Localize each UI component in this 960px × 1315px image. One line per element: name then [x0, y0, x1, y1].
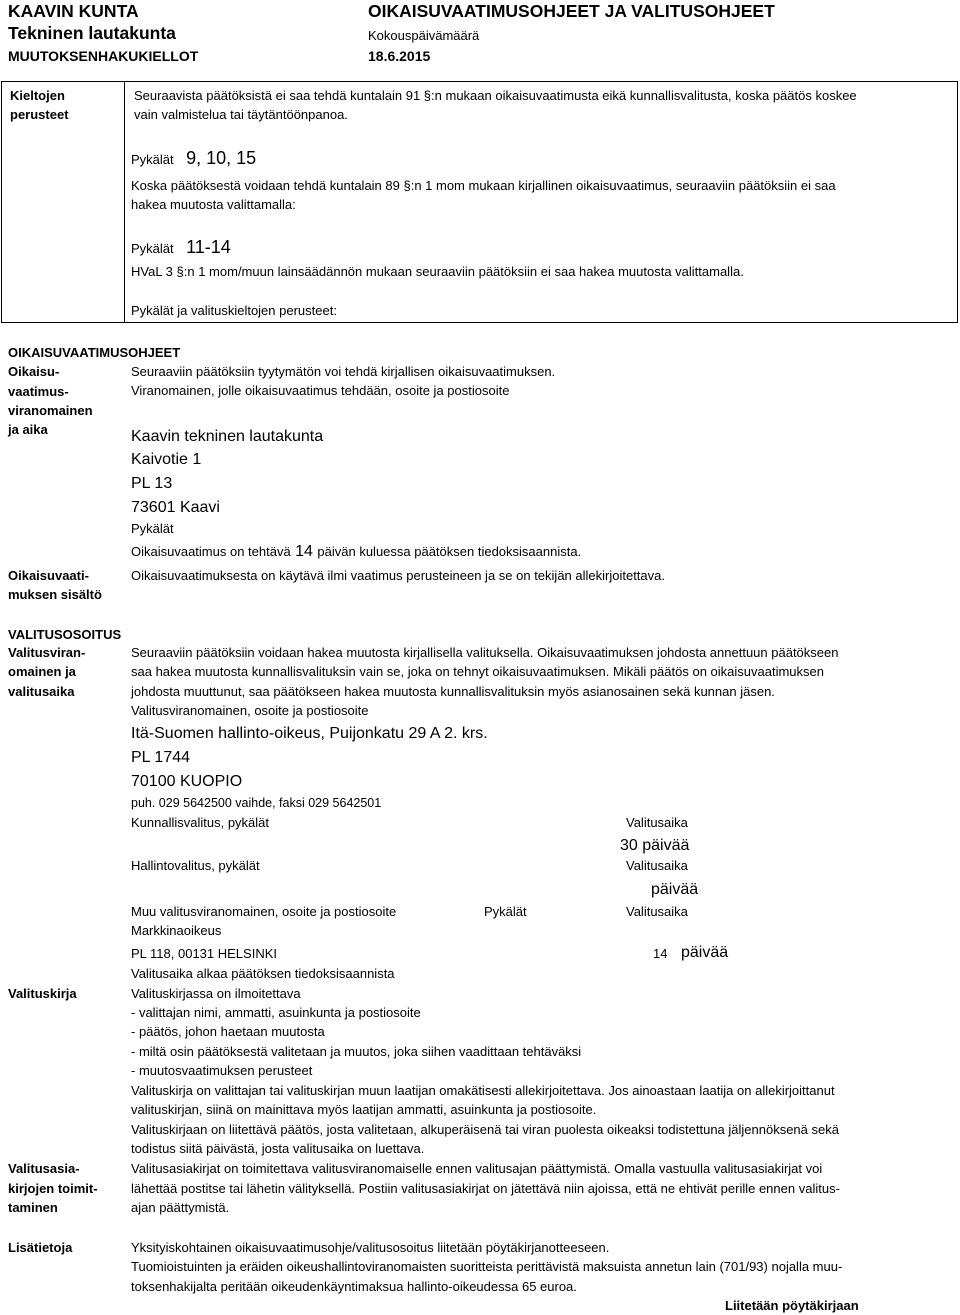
asiakirjat-label-2: kirjojen toimit- [8, 1181, 98, 1196]
markkinaoikeus: Markkinaoikeus [131, 923, 222, 938]
sisalto-label-1: Oikaisuvaati- [8, 568, 89, 583]
valitus-label-1: Valitusviran- [8, 645, 86, 660]
pykalat-value: 11-14 [186, 237, 231, 257]
valituskirja-line-5: - muutosvaatimuksen perusteet [131, 1063, 313, 1078]
valitusaika-label-3: Valitusaika [626, 904, 688, 919]
valitus-p1-line1: Seuraaviin päätöksiin voidaan hakea muutosta kirjallisella valituksella. Oikaisuvaatimuksen johdosta annettuun päätökseen [131, 645, 839, 660]
oikaisu-label-3: viranomainen [8, 403, 93, 418]
kieltojen-text-3: Koska päätöksestä voidaan tehdä kuntalain 89 §:n 1 mom mukaan kirjallinen oikaisuvaatimus, seuraaviin päätöksiin ei saa [131, 178, 836, 193]
valitusaika-label-1: Valitusaika [626, 815, 688, 830]
org-name: KAAVIN KUNTA [8, 1, 139, 21]
oikaisu-label-2: vaatimus- [8, 384, 69, 399]
valituskirja-line-9: todistus siitä päivästä, josta valitusaika on luettava. [131, 1141, 425, 1156]
valitus-address-1: Itä-Suomen hallinto-oikeus, Puijonkatu 29 A 2. krs. [131, 725, 488, 742]
kieltojen-divider [124, 81, 125, 323]
pykalat-label: Pykälät [131, 241, 174, 256]
deadline-post: päivän kuluessa päätöksen tiedoksisaannista. [317, 544, 582, 559]
valituskirja-line-2: - valittajan nimi, ammatti, asuinkunta ja postiosoite [131, 1005, 421, 1020]
kieltojen-text-5: HVaL 3 §:n 1 mom/muun lainsäädännön mukaan seuraaviin päätöksiin ei saa hakea muutosta valittamalla. [131, 264, 744, 279]
oikaisu-address-1: Kaavin tekninen lautakunta [131, 428, 324, 445]
deadline-days: 14 [295, 543, 313, 560]
asiakirjat-label-1: Valitusasia- [8, 1161, 80, 1176]
valitusaika-alkaa: Valitusaika alkaa päätöksen tiedoksisaannista [131, 966, 395, 981]
muu-viranomainen-label: Muu valitusviranomainen, osoite ja postiosoite [131, 904, 397, 919]
pykalat-value: 9, 10, 15 [186, 148, 257, 168]
valitus-phone: puh. 029 5642500 vaihde, faksi 029 5642501 [131, 796, 382, 810]
valituskirja-line-3: - päätös, johon haetaan muutosta [131, 1024, 325, 1039]
oikaisu-text-2: Viranomainen, jolle oikaisuvaatimus tehdään, osoite ja postiosoite [131, 383, 510, 398]
kieltojen-label-2: perusteet [10, 107, 69, 122]
valituskirja-line-8: Valituskirjaan on liitettävä päätös, josta valitetaan, alkuperäisenä tai viran puolesta oikeaksi todistettuna jäljennöksenä sekä [131, 1122, 839, 1137]
valituskirja-line-7: valituskirjan, siinä on mainittava myös laatijan ammatti, asuinkunta ja postiosoite. [131, 1102, 597, 1117]
kieltojen-text-4: hakea muutosta valittamalla: [131, 197, 296, 212]
pykalat-row-2 [131, 237, 231, 258]
hallintovalitus-label: Hallintovalitus, pykälät [131, 858, 260, 873]
valitus-address-2: PL 1744 [131, 749, 191, 766]
asiakirjat-line-3: ajan päättymistä. [131, 1200, 230, 1215]
pykalat-row-1 [131, 148, 256, 169]
valitus-label-3: valitusaika [8, 684, 75, 699]
oikaisu-address-3: PL 13 [131, 475, 173, 492]
section-name: MUUTOKSENHAKUKIELLOT [8, 48, 199, 64]
kieltojen-label-1: Kieltojen [10, 88, 65, 103]
lisatietoja-line-1: Yksityiskohtainen oikaisuvaatimusohje/valitusosoitus liitetään pöytäkirjanotteeseen. [131, 1240, 610, 1255]
kunnallisvalitus-label: Kunnallisvalitus, pykälät [131, 815, 270, 830]
valitus-heading: VALITUSOSOITUS [8, 627, 122, 642]
oikaisu-deadline [131, 542, 581, 561]
oikaisu-text-1: Seuraaviin päätöksiin tyytymätön voi tehdä kirjallisen oikaisuvaatimuksen. [131, 364, 556, 379]
oikaisu-pykalat-label: Pykälät [131, 521, 174, 536]
meeting-date: 18.6.2015 [368, 48, 431, 64]
markkinaoikeus-days: päivää [681, 944, 729, 961]
valituskirja-line-4: - miltä osin päätöksestä valitetaan ja muutos, joka siihen vaadittaan tehtäväksi [131, 1044, 582, 1059]
muu-pykalat-label: Pykälät [484, 904, 527, 919]
valitus-label-2: omainen ja [8, 664, 76, 679]
asiakirjat-line-2: lähettää postitse tai lähetin välityksellä. Postiin valitusasiakirjat on jätettävä niin ajoissa, että ne ehtivät perille ennen valitus- [131, 1181, 840, 1196]
valitus-address-label: Valitusviranomainen, osoite ja postiosoite [131, 703, 369, 718]
deadline-pre: Oikaisuvaatimus on tehtävä [131, 544, 291, 559]
sisalto-text: Oikaisuvaatimuksesta on käytävä ilmi vaatimus perusteineen ja se on tekijän allekirjoitettava. [131, 568, 665, 583]
markkinaoikeus-num: 14 [653, 946, 668, 961]
markkinaoikeus-address: PL 118, 00131 HELSINKI [131, 946, 277, 961]
lisatietoja-label: Lisätietoja [8, 1240, 73, 1255]
oikaisu-label-4: ja aika [8, 422, 48, 437]
oikaisu-address-2: Kaivotie 1 [131, 451, 202, 468]
valitus-p1-line2: saa hakea muutosta kunnallisvalituksin vain se, joka on tehnyt oikaisuvaatimuksen. Mikäli päätös on oikaisuvaatimuksen [131, 664, 824, 679]
valitusaika-label-2: Valitusaika [626, 858, 688, 873]
asiakirjat-line-1: Valitusasiakirjat on toimitettava valitusviranomaiselle ennen valitusajan päättymistä. Omalla vastuulla valitusasiakirjat voi [131, 1161, 823, 1176]
sisalto-label-2: muksen sisältö [8, 587, 102, 602]
kunnallisvalitus-days: 30 päivää [620, 837, 690, 854]
kieltojen-text-2: vain valmistelua tai täytäntöönpanoa. [134, 107, 348, 122]
lisatietoja-line-3: toksenhakijalta peritään oikeudenkäyntimaksua hallinto-oikeudessa 65 euroa. [131, 1279, 577, 1294]
oikaisu-address-4: 73601 Kaavi [131, 499, 220, 516]
valitus-p1-line3: johdosta muuttunut, saa päätökseen hakea muutosta kunnallisvalituksin myös asianosainen sekä kunnan jäsen. [131, 684, 775, 699]
oikaisu-heading: OIKAISUVAATIMUSOHJEET [8, 345, 181, 360]
doc-title: OIKAISUVAATIMUSOHJEET JA VALITUSOHJEET [368, 1, 775, 21]
valituskirja-line-6: Valituskirja on valittajan tai valituskirjan muun laatijan omakätisesti allekirjoitettava. Jos ainoastaan laatija on allekirjoittanut [131, 1083, 835, 1098]
valitus-address-3: 70100 KUOPIO [131, 773, 243, 790]
kieltojen-text-1: Seuraavista päätöksistä ei saa tehdä kuntalain 91 §:n mukaan oikaisuvaatimusta eikä kunnallisvalitusta, koska päätös koskee [134, 88, 857, 103]
board-name: Tekninen lautakunta [8, 23, 176, 43]
valituskirja-label: Valituskirja [8, 986, 77, 1001]
footer-note: Liitetään pöytäkirjaan [725, 1298, 859, 1313]
asiakirjat-label-3: taminen [8, 1200, 58, 1215]
kieltojen-text-6: Pykälät ja valituskieltojen perusteet: [131, 303, 337, 318]
hallintovalitus-days: päivää [651, 881, 699, 898]
lisatietoja-line-2: Tuomioistuinten ja eräiden oikeushallintoviranomaisten suoritteista perittävistä maksuista annetun lain (701/93) nojalla muu- [131, 1259, 843, 1274]
valituskirja-line-1: Valituskirjassa on ilmoitettava [131, 986, 301, 1001]
date-label: Kokouspäivämäärä [368, 28, 480, 43]
oikaisu-label-1: Oikaisu- [8, 364, 60, 379]
pykalat-label: Pykälät [131, 152, 174, 167]
